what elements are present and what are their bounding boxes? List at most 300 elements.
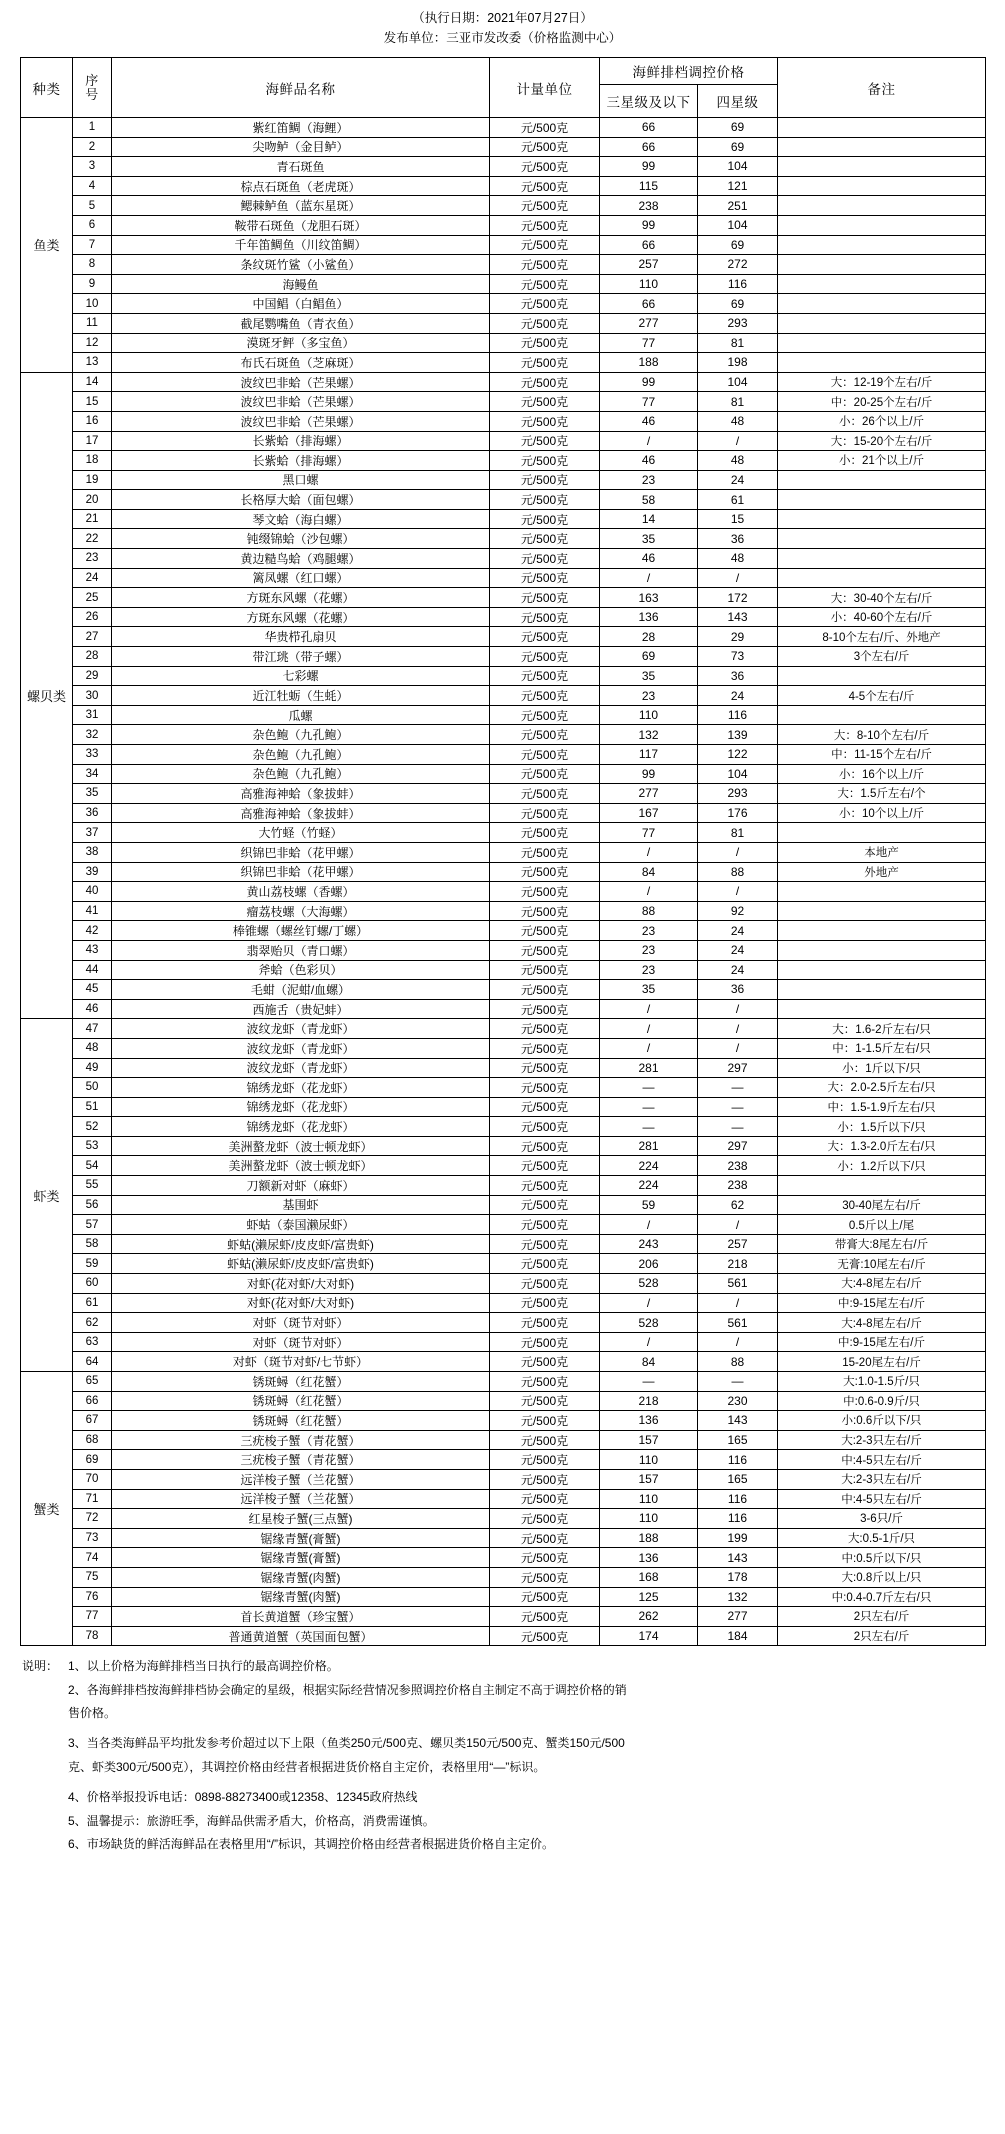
row-index-cell: 37: [73, 823, 112, 843]
unit-cell: 元/500克: [490, 960, 600, 980]
price-three-star-cell: /: [600, 1293, 698, 1313]
row-index-cell: 13: [73, 353, 112, 373]
seafood-name-cell: 方斑东风螺（花螺）: [112, 607, 490, 627]
price-four-star-cell: /: [698, 1332, 778, 1352]
note-cell: [778, 549, 986, 569]
price-four-star-cell: 293: [698, 784, 778, 804]
note-cell: 大:0.5-1斤/只: [778, 1528, 986, 1548]
note-cell: 大:0.8斤以上/只: [778, 1567, 986, 1587]
table-row: [21, 255, 986, 275]
note-cell: [778, 157, 986, 177]
unit-cell: 元/500克: [490, 784, 600, 804]
row-index-cell: 5: [73, 196, 112, 216]
row-index-cell: 66: [73, 1391, 112, 1411]
table-row: [21, 431, 986, 451]
note-cell: 小:0.6斤以下/只: [778, 1411, 986, 1431]
row-index-cell: 72: [73, 1509, 112, 1529]
note-cell: 中:4-5只左右/斤: [778, 1450, 986, 1470]
seafood-name-cell: 对虾(花对虾/大对虾): [112, 1293, 490, 1313]
note-item: [22, 1810, 983, 1833]
table-row: [21, 1254, 986, 1274]
note-item: [22, 1786, 983, 1809]
price-four-star-cell: 116: [698, 705, 778, 725]
unit-cell: 元/500克: [490, 1587, 600, 1607]
row-index-cell: 43: [73, 940, 112, 960]
note-cell: 大：2.0-2.5斤左右/只: [778, 1078, 986, 1098]
unit-cell: 元/500克: [490, 1372, 600, 1392]
price-four-star-cell: 251: [698, 196, 778, 216]
unit-cell: 元/500克: [490, 1136, 600, 1156]
seafood-name-cell: 锦绣龙虾（花龙虾）: [112, 1117, 490, 1137]
price-three-star-cell: 528: [600, 1274, 698, 1294]
note-cell: [778, 666, 986, 686]
col-header-price-group: 海鲜排档调控价格: [600, 58, 778, 85]
row-index-cell: 22: [73, 529, 112, 549]
row-index-cell: 45: [73, 980, 112, 1000]
price-four-star-cell: 143: [698, 607, 778, 627]
row-index-cell: 74: [73, 1548, 112, 1568]
price-three-star-cell: 23: [600, 960, 698, 980]
col-header-name: 海鲜品名称: [112, 58, 490, 118]
price-four-star-cell: 81: [698, 333, 778, 353]
row-index-cell: 2: [73, 137, 112, 157]
price-four-star-cell: 116: [698, 274, 778, 294]
note-cell: [778, 255, 986, 275]
note-cell: [778, 470, 986, 490]
price-three-star-cell: 163: [600, 588, 698, 608]
seafood-name-cell: 锦绣龙虾（花龙虾）: [112, 1078, 490, 1098]
unit-cell: 元/500克: [490, 1254, 600, 1274]
row-index-cell: 53: [73, 1136, 112, 1156]
seafood-name-cell: 海鳗鱼: [112, 274, 490, 294]
price-four-star-cell: 297: [698, 1058, 778, 1078]
seafood-name-cell: 漠斑牙鲆（多宝鱼）: [112, 333, 490, 353]
row-index-cell: 58: [73, 1234, 112, 1254]
unit-cell: 元/500克: [490, 823, 600, 843]
price-four-star-cell: 143: [698, 1548, 778, 1568]
table-row: [21, 215, 986, 235]
note-cell: 小：1斤以下/只: [778, 1058, 986, 1078]
price-three-star-cell: 243: [600, 1234, 698, 1254]
note-cell: 大:1.0-1.5斤/只: [778, 1372, 986, 1392]
table-row: [21, 725, 986, 745]
table-row: [21, 842, 986, 862]
price-three-star-cell: 23: [600, 921, 698, 941]
table-row: [21, 1626, 986, 1646]
note-cell: [778, 313, 986, 333]
seafood-name-cell: 布氏石斑鱼（芝麻斑）: [112, 353, 490, 373]
table-row: [21, 196, 986, 216]
col-header-index: [73, 58, 112, 118]
unit-cell: 元/500克: [490, 725, 600, 745]
row-index-cell: 27: [73, 627, 112, 647]
seafood-name-cell: 鞍带石斑鱼（龙胆石斑）: [112, 215, 490, 235]
unit-cell: 元/500克: [490, 118, 600, 138]
row-index-cell: 19: [73, 470, 112, 490]
price-four-star-cell: 62: [698, 1195, 778, 1215]
row-index-cell: 44: [73, 960, 112, 980]
price-four-star-cell: 69: [698, 235, 778, 255]
row-index-cell: 17: [73, 431, 112, 451]
price-four-star-cell: 104: [698, 764, 778, 784]
seafood-name-cell: 锦绣龙虾（花龙虾）: [112, 1097, 490, 1117]
table-row: [21, 353, 986, 373]
table-row: [21, 1274, 986, 1294]
price-four-star-cell: 15: [698, 509, 778, 529]
seafood-name-cell: 瓜螺: [112, 705, 490, 725]
table-row: [21, 1411, 986, 1431]
price-four-star-cell: 69: [698, 137, 778, 157]
note-cell: [778, 568, 986, 588]
row-index-cell: 70: [73, 1469, 112, 1489]
price-four-star-cell: 178: [698, 1567, 778, 1587]
unit-cell: 元/500克: [490, 1391, 600, 1411]
seafood-name-cell: 虾蛄（泰国濑尿虾）: [112, 1215, 490, 1235]
price-three-star-cell: /: [600, 568, 698, 588]
seafood-name-cell: 远洋梭子蟹（兰花蟹）: [112, 1489, 490, 1509]
price-four-star-cell: /: [698, 1293, 778, 1313]
table-row: [21, 1450, 986, 1470]
table-row: [21, 313, 986, 333]
table-row: [21, 784, 986, 804]
price-three-star-cell: /: [600, 1019, 698, 1039]
price-three-star-cell: 99: [600, 157, 698, 177]
table-row: [21, 647, 986, 667]
note-cell: 大：30-40个左右/斤: [778, 588, 986, 608]
price-four-star-cell: 88: [698, 862, 778, 882]
unit-cell: 元/500克: [490, 451, 600, 471]
seafood-name-cell: 三疣梭子蟹（青花蟹）: [112, 1430, 490, 1450]
price-three-star-cell: 188: [600, 353, 698, 373]
price-three-star-cell: 224: [600, 1156, 698, 1176]
seafood-name-cell: 锈斑蟳（红花蟹）: [112, 1411, 490, 1431]
category-cell: 鱼类: [21, 118, 73, 373]
table-row: [21, 294, 986, 314]
price-three-star-cell: 174: [600, 1626, 698, 1646]
row-index-cell: 55: [73, 1176, 112, 1196]
seafood-name-cell: 锯缘青蟹(膏蟹): [112, 1528, 490, 1548]
price-three-star-cell: 257: [600, 255, 698, 275]
note-cell: 3-6只/斤: [778, 1509, 986, 1529]
table-row: [21, 1078, 986, 1098]
note-cell: [778, 940, 986, 960]
table-row: [21, 1313, 986, 1333]
seafood-name-cell: 斧蛤（色彩贝）: [112, 960, 490, 980]
note-cell: [778, 118, 986, 138]
note-cell: 本地产: [778, 842, 986, 862]
row-index-cell: 57: [73, 1215, 112, 1235]
price-three-star-cell: 218: [600, 1391, 698, 1411]
note-index: 2、: [68, 1682, 87, 1697]
price-three-star-cell: 23: [600, 940, 698, 960]
row-index-cell: 35: [73, 784, 112, 804]
price-four-star-cell: —: [698, 1097, 778, 1117]
seafood-name-cell: 黄边糙鸟蛤（鸡腿螺）: [112, 549, 490, 569]
price-three-star-cell: 136: [600, 607, 698, 627]
table-row: [21, 1097, 986, 1117]
price-four-star-cell: /: [698, 1038, 778, 1058]
price-three-star-cell: 528: [600, 1313, 698, 1333]
seafood-name-cell: 波纹巴非蛤（芒果螺）: [112, 372, 490, 392]
note-cell: [778, 294, 986, 314]
seafood-name-cell: 高雅海神蛤（象拔蚌）: [112, 803, 490, 823]
unit-cell: 元/500克: [490, 588, 600, 608]
note-body: [68, 1679, 983, 1726]
row-index-cell: 18: [73, 451, 112, 471]
table-row: [21, 960, 986, 980]
note-body: [68, 1732, 983, 1779]
unit-cell: 元/500克: [490, 1097, 600, 1117]
row-index-cell: 49: [73, 1058, 112, 1078]
seafood-name-cell: 对虾（斑节对虾）: [112, 1332, 490, 1352]
table-row: [21, 607, 986, 627]
seafood-name-cell: 织锦巴非蛤（花甲螺）: [112, 842, 490, 862]
table-body: [21, 118, 986, 1646]
note-cell: 小：16个以上/斤: [778, 764, 986, 784]
row-index-cell: 28: [73, 647, 112, 667]
table-row: [21, 372, 986, 392]
seafood-name-cell: 杂色鲍（九孔鲍）: [112, 764, 490, 784]
note-spacer: [22, 1725, 983, 1732]
price-three-star-cell: 206: [600, 1254, 698, 1274]
row-index-cell: 3: [73, 157, 112, 177]
price-four-star-cell: 104: [698, 215, 778, 235]
unit-cell: 元/500克: [490, 666, 600, 686]
note-cell: 30-40尾左右/斤: [778, 1195, 986, 1215]
unit-cell: 元/500克: [490, 647, 600, 667]
row-index-cell: 39: [73, 862, 112, 882]
note-cell: 中:4-5只左右/斤: [778, 1489, 986, 1509]
price-four-star-cell: 230: [698, 1391, 778, 1411]
price-three-star-cell: 77: [600, 823, 698, 843]
row-index-cell: 9: [73, 274, 112, 294]
unit-cell: 元/500克: [490, 157, 600, 177]
note-cell: [778, 509, 986, 529]
unit-cell: 元/500克: [490, 627, 600, 647]
row-index-cell: 67: [73, 1411, 112, 1431]
table-row: [21, 1215, 986, 1235]
price-three-star-cell: /: [600, 1215, 698, 1235]
note-line: 克、虾类300元/500克），其调控价格由经营者根据进货价格自主定价，表格里用“—”标识。: [68, 1759, 546, 1774]
unit-cell: 元/500克: [490, 549, 600, 569]
row-index-cell: 32: [73, 725, 112, 745]
row-index-cell: 59: [73, 1254, 112, 1274]
table-row: [21, 1156, 986, 1176]
note-body: [68, 1786, 983, 1809]
unit-cell: 元/500克: [490, 1332, 600, 1352]
table-row: [21, 157, 986, 177]
unit-cell: 元/500克: [490, 215, 600, 235]
price-three-star-cell: 66: [600, 118, 698, 138]
unit-cell: 元/500克: [490, 1567, 600, 1587]
price-three-star-cell: 277: [600, 313, 698, 333]
price-four-star-cell: 88: [698, 1352, 778, 1372]
unit-cell: 元/500克: [490, 137, 600, 157]
table-row: [21, 1607, 986, 1627]
price-three-star-cell: 14: [600, 509, 698, 529]
price-four-star-cell: 48: [698, 411, 778, 431]
price-three-star-cell: 84: [600, 1352, 698, 1372]
price-three-star-cell: 117: [600, 745, 698, 765]
col-header-note: 备注: [778, 58, 986, 118]
price-three-star-cell: 99: [600, 764, 698, 784]
price-three-star-cell: 110: [600, 1509, 698, 1529]
seafood-name-cell: 远洋梭子蟹（兰花蟹）: [112, 1469, 490, 1489]
note-cell: 小：1.5斤以下/只: [778, 1117, 986, 1137]
table-row: [21, 745, 986, 765]
unit-cell: 元/500克: [490, 607, 600, 627]
price-four-star-cell: /: [698, 1019, 778, 1039]
row-index-cell: 24: [73, 568, 112, 588]
row-index-cell: 64: [73, 1352, 112, 1372]
seafood-name-cell: 黑口螺: [112, 470, 490, 490]
row-index-cell: 11: [73, 313, 112, 333]
note-cell: [778, 901, 986, 921]
row-index-cell: 68: [73, 1430, 112, 1450]
unit-cell: 元/500克: [490, 1489, 600, 1509]
price-four-star-cell: 238: [698, 1156, 778, 1176]
price-three-star-cell: —: [600, 1078, 698, 1098]
row-index-cell: 1: [73, 118, 112, 138]
price-three-star-cell: 58: [600, 490, 698, 510]
note-cell: 大：12-19个左右/斤: [778, 372, 986, 392]
price-four-star-cell: 143: [698, 1411, 778, 1431]
unit-cell: 元/500克: [490, 235, 600, 255]
table-row: [21, 1332, 986, 1352]
table-row: [21, 1528, 986, 1548]
table-row: [21, 235, 986, 255]
price-three-star-cell: —: [600, 1372, 698, 1392]
row-index-cell: 4: [73, 176, 112, 196]
note-cell: [778, 1176, 986, 1196]
seafood-name-cell: 虾蛄(濑尿虾/皮皮虾/富贵虾): [112, 1254, 490, 1274]
seafood-name-cell: 西施舌（贵妃蚌）: [112, 999, 490, 1019]
unit-cell: 元/500克: [490, 411, 600, 431]
note-cell: 15-20尾左右/斤: [778, 1352, 986, 1372]
price-four-star-cell: /: [698, 431, 778, 451]
row-index-cell: 41: [73, 901, 112, 921]
price-three-star-cell: 28: [600, 627, 698, 647]
table-row: [21, 1587, 986, 1607]
row-index-cell: 16: [73, 411, 112, 431]
table-row: [21, 1234, 986, 1254]
seafood-name-cell: 尖吻鲈（金目鲈）: [112, 137, 490, 157]
note-cell: 小：10个以上/斤: [778, 803, 986, 823]
table-row: [21, 627, 986, 647]
row-index-cell: 12: [73, 333, 112, 353]
table-row: [21, 940, 986, 960]
row-index-cell: 34: [73, 764, 112, 784]
seafood-name-cell: 波纹巴非蛤（芒果螺）: [112, 411, 490, 431]
price-four-star-cell: 165: [698, 1430, 778, 1450]
price-three-star-cell: 35: [600, 529, 698, 549]
table-row: [21, 1391, 986, 1411]
row-index-cell: 46: [73, 999, 112, 1019]
note-cell: 0.5斤以上/尾: [778, 1215, 986, 1235]
unit-cell: 元/500克: [490, 882, 600, 902]
row-index-cell: 63: [73, 1332, 112, 1352]
note-cell: [778, 215, 986, 235]
unit-cell: 元/500克: [490, 999, 600, 1019]
price-three-star-cell: 224: [600, 1176, 698, 1196]
price-three-star-cell: 132: [600, 725, 698, 745]
seafood-name-cell: 红星梭子蟹(三点蟹): [112, 1509, 490, 1529]
table-header: [21, 58, 986, 118]
seafood-name-cell: 锈斑蟳（红花蟹）: [112, 1391, 490, 1411]
note-cell: [778, 196, 986, 216]
price-four-star-cell: 165: [698, 1469, 778, 1489]
price-four-star-cell: —: [698, 1117, 778, 1137]
price-three-star-cell: 136: [600, 1548, 698, 1568]
table-row: [21, 1136, 986, 1156]
unit-cell: 元/500克: [490, 1450, 600, 1470]
note-index: 4、: [68, 1790, 87, 1805]
unit-cell: 元/500克: [490, 842, 600, 862]
price-four-star-cell: /: [698, 842, 778, 862]
unit-cell: 元/500克: [490, 686, 600, 706]
table-row: [21, 1469, 986, 1489]
price-three-star-cell: 35: [600, 666, 698, 686]
note-cell: 中:9-15尾左右/斤: [778, 1332, 986, 1352]
seafood-name-cell: 高雅海神蛤（象拔蚌）: [112, 784, 490, 804]
row-index-cell: 47: [73, 1019, 112, 1039]
note-cell: [778, 333, 986, 353]
note-cell: [778, 137, 986, 157]
unit-cell: 元/500克: [490, 392, 600, 412]
note-cell: [778, 999, 986, 1019]
unit-cell: 元/500克: [490, 568, 600, 588]
index-char-1: 序: [85, 72, 99, 88]
row-index-cell: 6: [73, 215, 112, 235]
price-four-star-cell: 69: [698, 294, 778, 314]
note-cell: [778, 235, 986, 255]
price-four-star-cell: 297: [698, 1136, 778, 1156]
price-three-star-cell: 69: [600, 647, 698, 667]
price-four-star-cell: 116: [698, 1489, 778, 1509]
seafood-name-cell: 长紫蛤（排海螺）: [112, 451, 490, 471]
seafood-name-cell: 波纹龙虾（青龙虾）: [112, 1038, 490, 1058]
table-row: [21, 1195, 986, 1215]
price-three-star-cell: 136: [600, 1411, 698, 1431]
unit-cell: 元/500克: [490, 764, 600, 784]
note-cell: 大:4-8尾左右/斤: [778, 1313, 986, 1333]
row-index-cell: 8: [73, 255, 112, 275]
note-cell: 小：40-60个左右/斤: [778, 607, 986, 627]
table-row: [21, 921, 986, 941]
table-row: [21, 862, 986, 882]
note-body: [68, 1655, 983, 1678]
table-row: [21, 803, 986, 823]
unit-cell: 元/500克: [490, 1019, 600, 1039]
price-three-star-cell: —: [600, 1117, 698, 1137]
price-three-star-cell: 77: [600, 392, 698, 412]
note-index: 1、: [68, 1659, 87, 1674]
table-row: [21, 568, 986, 588]
seafood-name-cell: 中国鲳（白鲳鱼）: [112, 294, 490, 314]
category-cell: 螺贝类: [21, 372, 73, 1019]
row-index-cell: 69: [73, 1450, 112, 1470]
table-row: [21, 901, 986, 921]
note-cell: 无膏:10尾左右/斤: [778, 1254, 986, 1274]
table-row: [21, 666, 986, 686]
price-four-star-cell: 238: [698, 1176, 778, 1196]
seafood-name-cell: 普通黄道蟹（英国面包蟹）: [112, 1626, 490, 1646]
note-cell: 大:2-3只左右/斤: [778, 1430, 986, 1450]
table-row: [21, 980, 986, 1000]
table-row: [21, 411, 986, 431]
price-four-star-cell: 561: [698, 1313, 778, 1333]
row-index-cell: 76: [73, 1587, 112, 1607]
